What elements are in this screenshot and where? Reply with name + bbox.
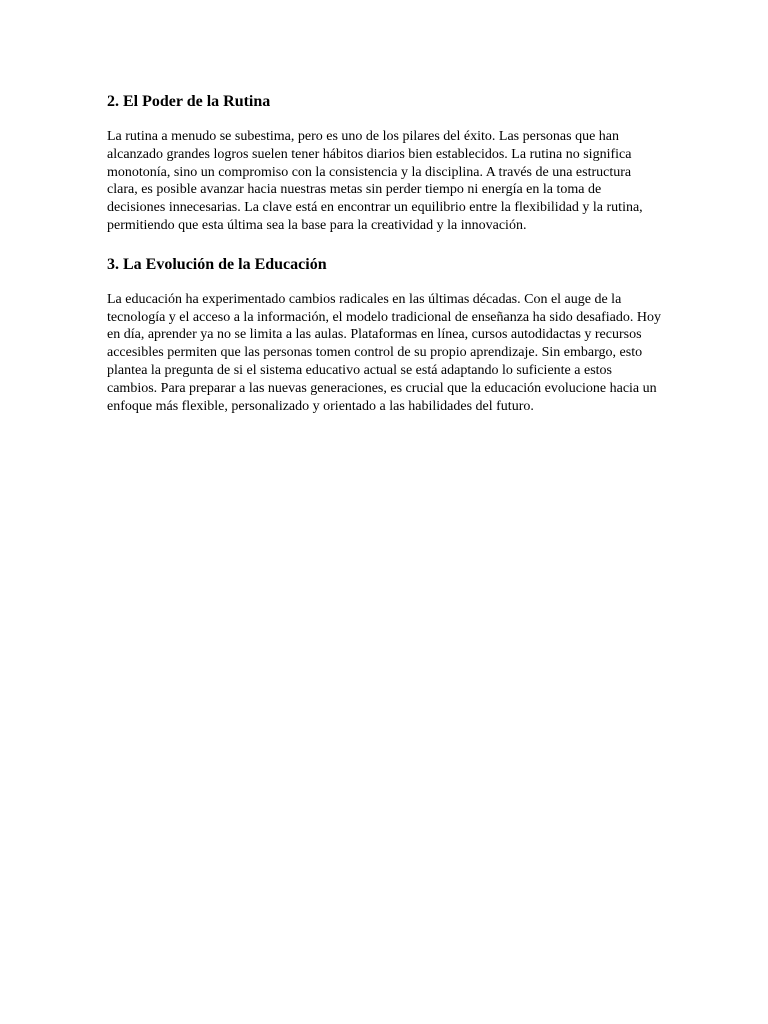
section-heading: 2. El Poder de la Rutina (107, 93, 271, 110)
section-power-of-routine (107, 91, 663, 235)
section-evolution-of-education (107, 254, 663, 416)
section-paragraph: La educación ha experimentado cambios radicales en las últimas décadas. Con el auge de la tecnología y el acceso a la información, el modelo tradicional de enseñanza ha sido desafiado. Hoy en día, aprender ya no se limita a las aulas. Plataformas en línea, cursos autodidactas y recursos accesibles permiten que las personas tomen control de su propio aprendizaje. Sin embargo, esto plantea la pregunta de si el sistema educativo actual se está adaptando lo suficiente a estos cambios. Para preparar a las nuevas generaciones, es crucial que la educación evolucione hacia un enfoque más flexible, personalizado y orientado a las habilidades del futuro. (107, 291, 661, 414)
section-paragraph: La rutina a menudo se subestima, pero es uno de los pilares del éxito. Las personas que han alcanzado grandes logros suelen tener hábitos diarios bien establecidos. La rutina no significa monotonía, sino un compromiso con la consistencia y la disciplina. A través de una estructura clara, es posible avanzar hacia nuestras metas sin perder tiempo ni energía en la toma de decisiones innecesarias. La clave está en encontrar un equilibrio entre la flexibilidad y la rutina, permitiendo que esta última sea la base para la creatividad y la innovación. (107, 129, 643, 233)
document-content (107, 91, 663, 415)
section-heading: 3. La Evolución de la Educación (107, 255, 327, 273)
